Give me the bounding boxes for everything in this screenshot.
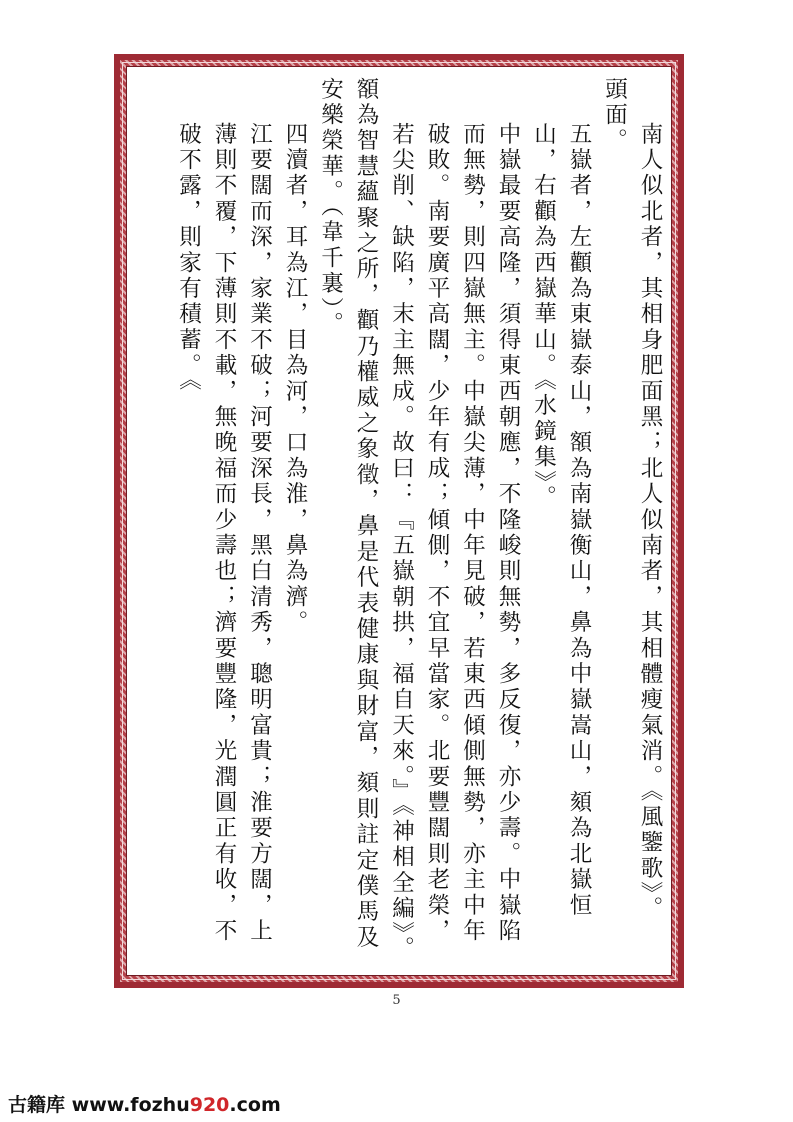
- page-number: 5: [392, 993, 401, 1008]
- paragraph-7: 江要闊而深，家業不破；河要深長，黑白清秀，聰明富貴；淮要方闊，上薄則不覆，下薄則不載，無晚福而少壽也；濟要豐隆，光潤圓正有收，不破不露，則家有積蓄。《: [175, 122, 273, 945]
- paragraph-2: 頭面。: [601, 77, 628, 155]
- paragraph-3: 五嶽者，左顴為東嶽泰山，額為南嶽衡山，鼻為中嶽嵩山，頦為北嶽恒山，右顴為西嶽華山。《水鏡集》。: [530, 122, 592, 919]
- watermark-site-suffix: .com: [229, 1094, 281, 1116]
- paragraph-4: 中嶽最要高隆，須得東西朝應，不隆峻則無勢，多反復，亦少壽。中嶽陷而無勢，則四嶽無主。中嶽尖薄，中年見破，若東西傾側無勢，亦主中年破敗。南要廣平高闊，少年有成；傾側，不宜早當家。北要豐闊則老榮，若尖削、缺陷，末主無成。故曰：『五嶽朝拱，福自天來。』《神相全編》。: [388, 122, 521, 963]
- decorative-page-border: [114, 54, 684, 988]
- site-watermark: [8, 1090, 281, 1117]
- paragraph-6: 四瀆者，耳為江，目為河，口為淮，鼻為濟。: [282, 122, 308, 636]
- watermark-brand: 古籍库: [8, 1094, 66, 1116]
- watermark-site-number: 920: [189, 1094, 230, 1116]
- paragraph-1: 南人似北者，其相身肥面黑；北人似南者，其相體瘦氣消。《風鑒歌》。: [637, 122, 663, 922]
- vertical-text-body: [131, 77, 667, 969]
- watermark-site-prefix: www.fozhu: [71, 1094, 190, 1116]
- paragraph-5: 額為智慧蘊聚之所，顴乃權威之象徵，鼻是代表健康與財富，頦則註定僕馬及安樂榮華。（韋千裏）。: [317, 77, 379, 951]
- text-area: [126, 66, 672, 976]
